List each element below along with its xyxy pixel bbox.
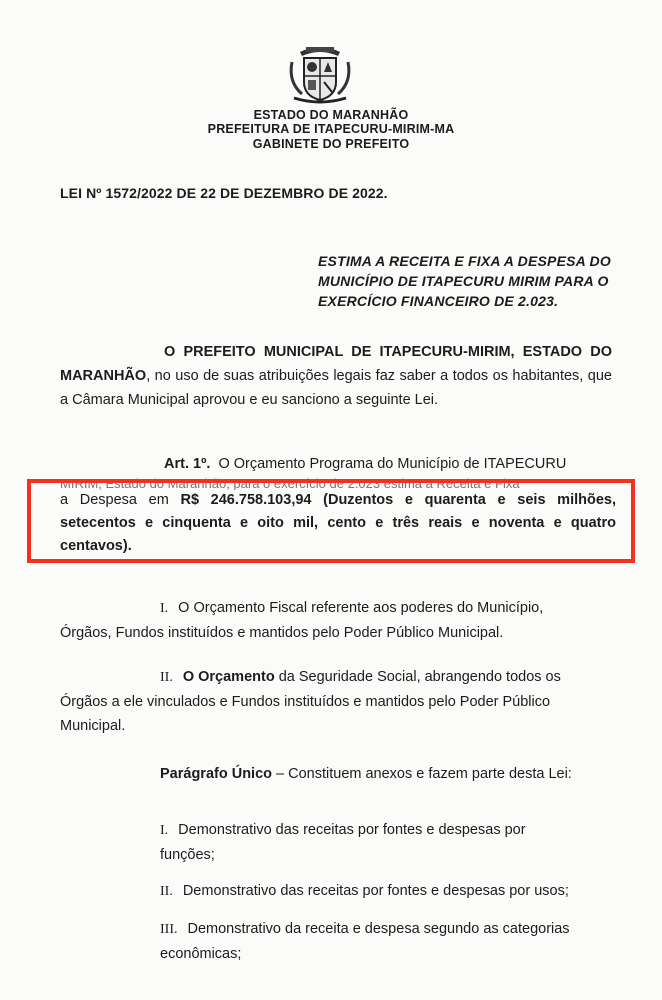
annex-text: Demonstrativo das receitas por fontes e despesas por xyxy=(178,822,526,838)
item-text: Órgãos a ele vinculados e Fundos instituídos e mantidos pelo Poder Público xyxy=(60,694,551,710)
header-prefecture: PREFEITURA DE ITAPECURU-MIRIM-MA xyxy=(207,122,455,136)
paragraph-text: – Constituem anexos e fazem parte desta Lei: xyxy=(272,766,572,782)
preamble-bold-state: MARANHÃO xyxy=(60,368,147,384)
budget-amount: R$ 246.758.103,94 (Duzentos e quarenta e seis milhões, xyxy=(180,492,616,508)
preamble-bold: O PREFEITO MUNICIPAL DE ITAPECURU-MIRIM, ESTADO DO xyxy=(164,344,612,360)
annex-text: Demonstrativo da receita e despesa segundo as categorias xyxy=(187,921,570,937)
item-bold: O Orçamento xyxy=(182,669,275,685)
annex-ii xyxy=(60,879,620,904)
item-number: II. xyxy=(160,670,173,685)
summary-line: MUNICÍPIO DE ITAPECURU MIRIM PARA O xyxy=(318,273,609,289)
item-number: I. xyxy=(160,601,169,616)
item-ii xyxy=(60,665,620,738)
annex-text: funções; xyxy=(160,847,215,863)
annex-number: III. xyxy=(160,922,178,937)
article-text: O Orçamento Programa do Município de ITAPECURU xyxy=(218,456,567,472)
annex-text: Demonstrativo das receitas por fontes e despesas por usos; xyxy=(182,883,569,899)
municipal-coat-of-arms-icon xyxy=(286,42,354,104)
item-text: Municipal. xyxy=(60,718,126,734)
summary-line: EXERCÍCIO FINANCEIRO DE 2.023. xyxy=(318,293,559,309)
annex-number: II. xyxy=(160,884,173,899)
annex-i xyxy=(60,818,620,867)
highlight-box xyxy=(27,479,635,563)
item-text: Órgãos, Fundos instituídos e mantidos pelo Poder Público Municipal. xyxy=(60,625,504,641)
law-summary xyxy=(318,251,618,311)
paragraph-unico xyxy=(60,762,620,786)
article-text: a Despesa em xyxy=(60,492,181,508)
preamble-paragraph xyxy=(60,340,612,412)
preamble-text: , no uso de suas atribuições legais faz saber a todos os habitantes, que a Câmara Municipal aprovou e eu sanciono a seguinte Lei. xyxy=(60,368,612,408)
header-state: ESTADO DO MARANHÃO xyxy=(253,108,409,122)
header-office: GABINETE DO PREFEITO xyxy=(252,137,410,151)
item-text: da Seguridade Social, abrangendo todos os xyxy=(274,669,561,685)
annex-number: I. xyxy=(160,823,169,838)
summary-line: ESTIMA A RECEITA E FIXA A DESPESA DO xyxy=(318,253,611,269)
amount-words: setecentos e cinquenta e oito mil, cento e três reais e noventa e quatro xyxy=(60,515,616,531)
annex-iii xyxy=(60,917,620,966)
paragraph-label: Parágrafo Único xyxy=(160,766,272,782)
annex-text: econômicas; xyxy=(160,946,242,962)
item-i xyxy=(60,596,620,645)
article-text-partial: MIRIM, Estado do Maranhão, para o exercício de 2.023 estima a Receita e Fixa xyxy=(60,476,520,490)
law-title: LEI Nº 1572/2022 DE 22 DE DEZEMBRO DE 2022. xyxy=(60,185,388,201)
item-text: O Orçamento Fiscal referente aos poderes do Município, xyxy=(178,600,544,616)
article-label: Art. 1º. xyxy=(164,456,211,472)
amount-words-end: centavos). xyxy=(60,538,132,554)
